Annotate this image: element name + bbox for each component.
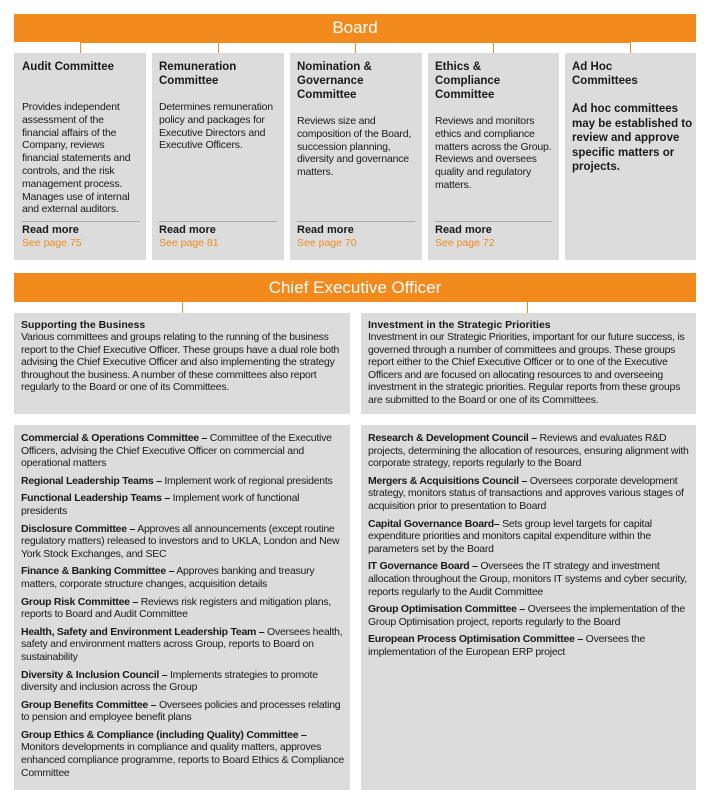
connector-audit bbox=[80, 42, 81, 53]
committee-title: Ad Hoc Committees bbox=[572, 61, 638, 87]
divider bbox=[159, 221, 277, 222]
strategic-committees-panel bbox=[361, 425, 696, 790]
remuneration-committee-card bbox=[152, 53, 284, 260]
committee-title: Audit Committee bbox=[22, 61, 114, 73]
list-item bbox=[368, 475, 690, 513]
list-item bbox=[368, 603, 690, 628]
list-item bbox=[21, 626, 345, 664]
committee-title: Nomination & Governance Committee bbox=[297, 61, 372, 101]
see-page-link[interactable]: See page 70 bbox=[297, 237, 357, 249]
item-description: Approves banking and treasury matters, corporate structure changes, acquisition details bbox=[21, 565, 315, 590]
audit-committee-card bbox=[14, 53, 146, 260]
item-description: Reviews risk registers and mitigation plans, reports to Board and Audit Committee bbox=[21, 595, 332, 621]
investment-panel bbox=[361, 313, 696, 414]
item-name: Diversity & Inclusion Council – bbox=[21, 668, 168, 681]
read-more-link[interactable]: Read more bbox=[159, 224, 216, 236]
supporting-panel bbox=[14, 313, 350, 414]
ethics-committee-card bbox=[428, 53, 559, 260]
item-name: IT Governance Board – bbox=[368, 560, 478, 573]
connector-nomination bbox=[355, 42, 356, 53]
committee-title: Remuneration Committee bbox=[159, 61, 237, 87]
list-item bbox=[21, 596, 345, 621]
panel-heading: Supporting the Business bbox=[21, 319, 146, 331]
ceo-title: Chief Executive Officer bbox=[268, 278, 442, 297]
adhoc-committees-card bbox=[565, 53, 696, 260]
item-name: Group Risk Committee – bbox=[21, 595, 139, 608]
item-description: Oversees the implementation of the European ERP project bbox=[368, 633, 646, 658]
connector-investment bbox=[527, 302, 528, 313]
business-committees-list bbox=[21, 432, 345, 784]
item-description: Implements strategies to promote diversity and inclusion across the Group bbox=[21, 668, 318, 694]
item-name: Health, Safety and Environment Leadership Team – bbox=[21, 625, 265, 638]
list-item bbox=[21, 492, 345, 517]
item-description: Approves all announcements (except routine regulatory matters) released to investors and to UKLA, London and New York Stock Exchanges, and SEC bbox=[21, 522, 340, 560]
item-description: Oversees policies and processes relating to pension and employee benefit plans bbox=[21, 698, 341, 724]
business-committees-panel bbox=[14, 425, 350, 790]
item-description: Oversees health, safety and environment matters across Group, reports to Board on sustainability bbox=[21, 625, 343, 663]
divider bbox=[22, 221, 140, 222]
committee-description: Determines remuneration policy and packages for Executive Directors and Executive Officers. bbox=[159, 101, 273, 152]
committee-description: Provides independent assessment of the financial affairs of the Company, reviews financial statements and controls, and the risk management process. Manages use of internal and external auditors. bbox=[22, 101, 131, 216]
item-description: Implement work of functional presidents bbox=[21, 492, 300, 517]
board-bar bbox=[14, 14, 696, 42]
list-item bbox=[21, 699, 345, 724]
item-name: Regional Leadership Teams – bbox=[21, 474, 162, 487]
see-page-link[interactable]: See page 81 bbox=[159, 237, 219, 249]
committee-title: Ethics & Compliance Committee bbox=[435, 61, 501, 101]
panel-heading: Investment in the Strategic Priorities bbox=[368, 319, 551, 331]
item-name: Disclosure Committee – bbox=[21, 522, 136, 535]
item-name: Finance & Banking Committee – bbox=[21, 565, 175, 578]
see-page-link[interactable]: See page 72 bbox=[435, 237, 495, 249]
item-description: Implement work of regional presidents bbox=[161, 474, 333, 487]
item-description: Oversees the IT strategy and investment allocation throughout the Group, monitors IT systems and cyber security, reports regularly to the Audit Committee bbox=[368, 560, 687, 598]
list-item bbox=[21, 475, 345, 488]
nomination-committee-card bbox=[290, 53, 422, 260]
board-title: Board bbox=[332, 18, 378, 37]
item-description: Reviews and evaluates R&D projects, determining the allocation of resources, ensuring alignment with corporate strategy, reports regularly to the Board bbox=[368, 432, 689, 470]
item-name: Group Ethics & Compliance (including Quality) Committee – bbox=[21, 728, 307, 741]
item-description: Sets group level targets for capital expenditure priorities and monitors capital expenditure within the parameters set by the Board bbox=[368, 517, 652, 555]
connector-adhoc bbox=[630, 42, 631, 53]
connector-ethics bbox=[493, 42, 494, 53]
item-name: Commercial & Operations Committee – bbox=[21, 432, 208, 444]
item-name: Group Optimisation Committee – bbox=[368, 603, 526, 616]
item-description: Oversees the implementation of the Group Optimisation project, reports regularly to the Board bbox=[368, 603, 685, 628]
read-more-link[interactable]: Read more bbox=[435, 224, 492, 236]
committee-description: Reviews and monitors ethics and compliance matters across the Group. Reviews and oversees quality and regulatory matters. bbox=[435, 115, 552, 191]
list-item bbox=[21, 565, 345, 590]
panel-text: Various committees and groups relating to the running of the business report to the Chief Executive Officer. These groups have a dual role both advising the Chief Executive Officer and also implementing the strategy throughout the business. A number of these committees also report regularly to the Board or one of its Committees. bbox=[21, 331, 340, 394]
strategic-committees-list bbox=[368, 432, 690, 664]
panel-text: Investment in our Strategic Priorities, important for our future success, is governed through a number of committees and groups. These groups report either to the Chief Executive Officer or to one of the Executive Officers and are focused on allocating resources to and overseeing investment in the strategic priorities. Regular reports from these groups are submitted to the Board or one of its Committees. bbox=[368, 331, 685, 406]
item-name: Mergers & Acquisitions Council – bbox=[368, 474, 528, 487]
list-item bbox=[21, 729, 345, 779]
committee-description: Reviews size and composition of the Board, succession planning, diversity and governance matters. bbox=[297, 115, 412, 179]
list-item bbox=[368, 560, 690, 598]
list-item bbox=[21, 669, 345, 694]
item-name: Research & Development Council – bbox=[368, 432, 537, 444]
item-description: Committee of the Executive Officers, advising the Chief Executive Officer on commercial and operational matters bbox=[21, 432, 332, 470]
connector-remuneration bbox=[218, 42, 219, 53]
item-name: Capital Governance Board– bbox=[368, 517, 500, 530]
item-description: Monitors developments in compliance and quality matters, approves enhanced compliance programme, reports to Board Ethics & Compliance Committee bbox=[21, 741, 344, 779]
list-item bbox=[368, 633, 690, 658]
ceo-bar bbox=[14, 273, 696, 302]
item-name: Functional Leadership Teams – bbox=[21, 492, 170, 505]
read-more-link[interactable]: Read more bbox=[22, 224, 79, 236]
list-item bbox=[368, 432, 690, 470]
item-name: Group Benefits Committee – bbox=[21, 698, 157, 711]
list-item bbox=[21, 523, 345, 561]
item-name: European Process Optimisation Committee – bbox=[368, 633, 583, 646]
list-item bbox=[368, 518, 690, 556]
list-item bbox=[21, 432, 345, 470]
item-description: Oversees corporate development strategy, monitors status of transactions and approves various stages of acquisition prior to presentation to Board bbox=[368, 474, 684, 512]
read-more-link[interactable]: Read more bbox=[297, 224, 354, 236]
see-page-link[interactable]: See page 75 bbox=[22, 237, 82, 249]
divider bbox=[435, 221, 552, 222]
committee-description: Ad hoc committees may be established to review and approve specific matters or projects. bbox=[572, 103, 693, 173]
connector-supporting bbox=[182, 302, 183, 313]
divider bbox=[297, 221, 415, 222]
